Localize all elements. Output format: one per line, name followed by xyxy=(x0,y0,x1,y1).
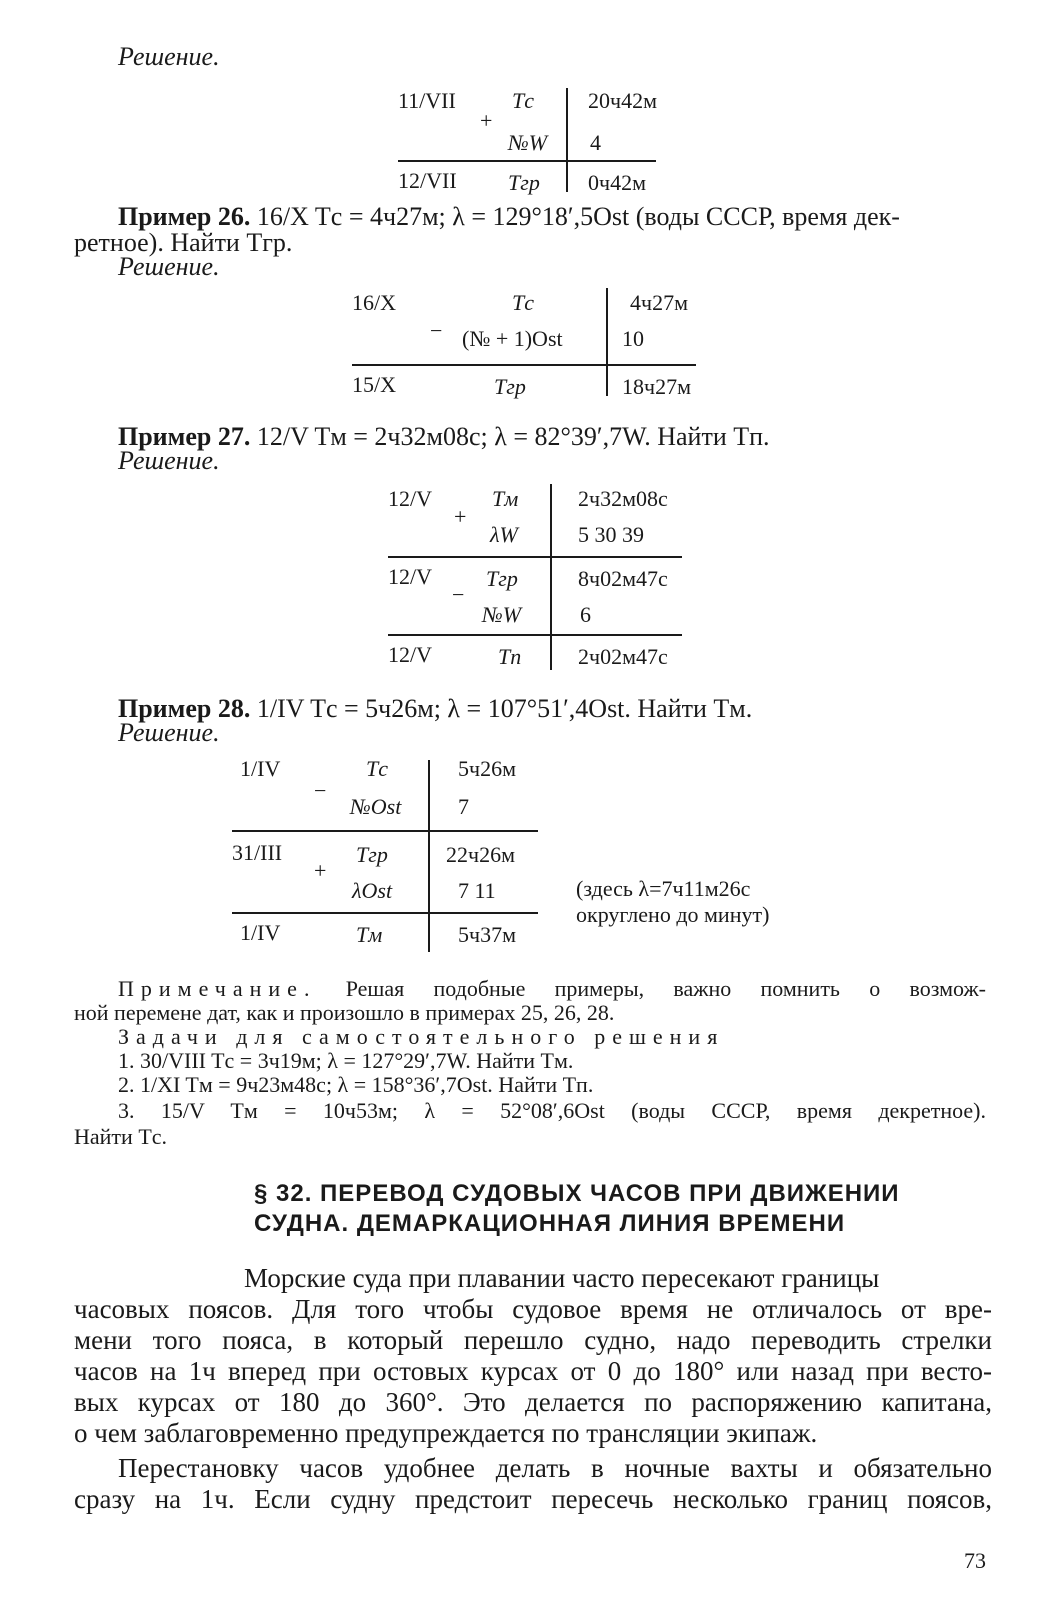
solution-label: Решение. xyxy=(118,252,220,281)
table-operator: − xyxy=(314,778,327,803)
table-divider xyxy=(550,484,552,670)
table-value: 2ч02м47с xyxy=(578,644,668,669)
table-date: 12/V xyxy=(388,642,432,667)
paragraph-line: сразу на 1ч. Если судну предстоит пересечь несколько границ поясов, xyxy=(74,1484,992,1514)
tasks-heading: Задачи для самостоятельного решения xyxy=(118,1024,725,1049)
table-term: №Ost xyxy=(350,794,402,819)
section-title: § 32. ПЕРЕВОД СУДОВЫХ ЧАСОВ ПРИ ДВИЖЕНИИ xyxy=(254,1180,900,1207)
table-value: 5 30 39 xyxy=(578,522,644,547)
table-date: 16/X xyxy=(352,290,396,315)
table-value: 5ч26м xyxy=(458,756,516,781)
table-term: Tм xyxy=(492,486,519,511)
solution-label: Решение. xyxy=(118,42,220,71)
table-operator: − xyxy=(452,582,465,607)
paragraph-line: часовых поясов. Для того чтобы судовое время не отличалось от вре- xyxy=(74,1294,992,1324)
table-rule xyxy=(232,912,538,914)
example-title: Пример 26. xyxy=(118,202,251,231)
example-statement: 12/V Tм = 2ч32м08с; λ = 82°39′,7W. Найти Tп. xyxy=(256,422,770,451)
paragraph-line: Перестановку часов удобнее делать в ночные вахты и обязательно xyxy=(118,1453,992,1483)
table-value: 2ч32м08с xyxy=(578,486,668,511)
table-operator: − xyxy=(430,318,443,343)
task-item-cont: Найти Tс. xyxy=(74,1124,168,1149)
table-rule xyxy=(352,364,696,366)
paragraph-line: Морские суда при плавании часто пересекают границы xyxy=(244,1263,880,1293)
table-term: Tм xyxy=(356,922,383,947)
table-operator: + xyxy=(314,858,327,883)
example-statement-cont: ретное). Найти Tгр. xyxy=(74,228,293,257)
table-term: Tгр xyxy=(486,566,518,591)
table-date: 31/III xyxy=(232,840,283,865)
table-note: округлено до минут) xyxy=(576,902,770,927)
task-item: 2. 1/XI Tм = 9ч23м48с; λ = 158°36′,7Ost. Найти Tп. xyxy=(118,1072,594,1097)
table-rule xyxy=(388,556,682,558)
task-item: 3. 15/V Tм = 10ч53м; λ = 52°08′,6Ost (воды СССР, время декретное). xyxy=(118,1098,986,1123)
table-term: Tгр xyxy=(494,374,526,399)
table-value: 8ч02м47с xyxy=(578,566,668,591)
table-term: (№ + 1)Ost xyxy=(462,326,563,351)
section-title: СУДНА. ДЕМАРКАЦИОННАЯ ЛИНИЯ ВРЕМЕНИ xyxy=(254,1210,846,1237)
page-number: 73 xyxy=(964,1548,986,1573)
table-value: 20ч42м xyxy=(588,88,657,113)
table-term: λOst xyxy=(352,878,393,903)
table-operator: + xyxy=(480,108,493,133)
table-value: 4 xyxy=(590,130,601,155)
table-term: Tгр xyxy=(508,170,540,195)
table-term: Tс xyxy=(366,756,388,781)
solution-label: Решение. xyxy=(118,446,220,475)
table-term: Tгр xyxy=(356,842,388,867)
solution-label: Решение. xyxy=(118,718,220,747)
table-term: λW xyxy=(490,522,518,547)
table-note: (здесь λ=7ч11м26с xyxy=(576,876,751,901)
paragraph-line: вых курсах от 180 до 360°. Это делается по распоряжению капитана, xyxy=(74,1387,992,1417)
table-rule xyxy=(232,830,538,832)
table-date: 11/VII xyxy=(398,88,456,113)
table-value: 5ч37м xyxy=(458,922,516,947)
table-date: 1/IV xyxy=(240,920,281,945)
paragraph-line: мени того пояса, в который перешло судно, надо переводить стрелки xyxy=(74,1325,992,1355)
table-operator: + xyxy=(454,504,467,529)
table-divider xyxy=(566,88,568,192)
table-value: 7 xyxy=(458,794,469,819)
table-value: 18ч27м xyxy=(622,374,691,399)
note-line xyxy=(118,976,986,1002)
note-text-cont: ной перемене дат, как и произошло в примерах 25, 26, 28. xyxy=(74,1000,615,1025)
table-value: 6 xyxy=(580,602,591,627)
table-date: 1/IV xyxy=(240,756,281,781)
table-term: №W xyxy=(508,130,548,155)
example-title: Пример 27. xyxy=(118,422,251,451)
table-value: 0ч42м xyxy=(588,170,646,195)
table-value: 10 xyxy=(622,326,644,351)
table-date: 12/V xyxy=(388,486,432,511)
paragraph-line: часов на 1ч вперед при остовых курсах от 0 до 180° или назад при весто- xyxy=(74,1356,992,1386)
example-statement: 16/X Tс = 4ч27м; λ = 129°18′,5Ost (воды СССР, время дек- xyxy=(256,202,900,231)
example-title: Пример 28. xyxy=(118,694,251,723)
table-divider xyxy=(606,288,608,396)
table-date: 12/V xyxy=(388,564,432,589)
table-date: 12/VII xyxy=(398,168,457,193)
example-statement: 1/IV Tс = 5ч26м; λ = 107°51′,4Ost. Найти Tм. xyxy=(256,694,753,723)
note-text: Решая подобные примеры, важно помнить о возмож- xyxy=(345,976,987,1001)
table-date: 15/X xyxy=(352,372,396,397)
table-rule xyxy=(388,634,682,636)
table-value: 4ч27м xyxy=(630,290,688,315)
table-value: 22ч26м xyxy=(446,842,515,867)
table-term: Tп xyxy=(498,644,522,669)
table-value: 7 11 xyxy=(458,878,496,903)
table-term: Tс xyxy=(512,88,534,113)
paragraph-line: о чем заблаговременно предупреждается по трансляции экипаж. xyxy=(74,1418,818,1448)
table-rule xyxy=(398,160,656,162)
note-label: Примечание. xyxy=(118,976,317,1001)
table-divider xyxy=(428,760,430,952)
table-term: Tс xyxy=(512,290,534,315)
task-item: 1. 30/VIII Tс = 3ч19м; λ = 127°29′,7W. Найти Tм. xyxy=(118,1048,574,1073)
table-term: №W xyxy=(482,602,522,627)
